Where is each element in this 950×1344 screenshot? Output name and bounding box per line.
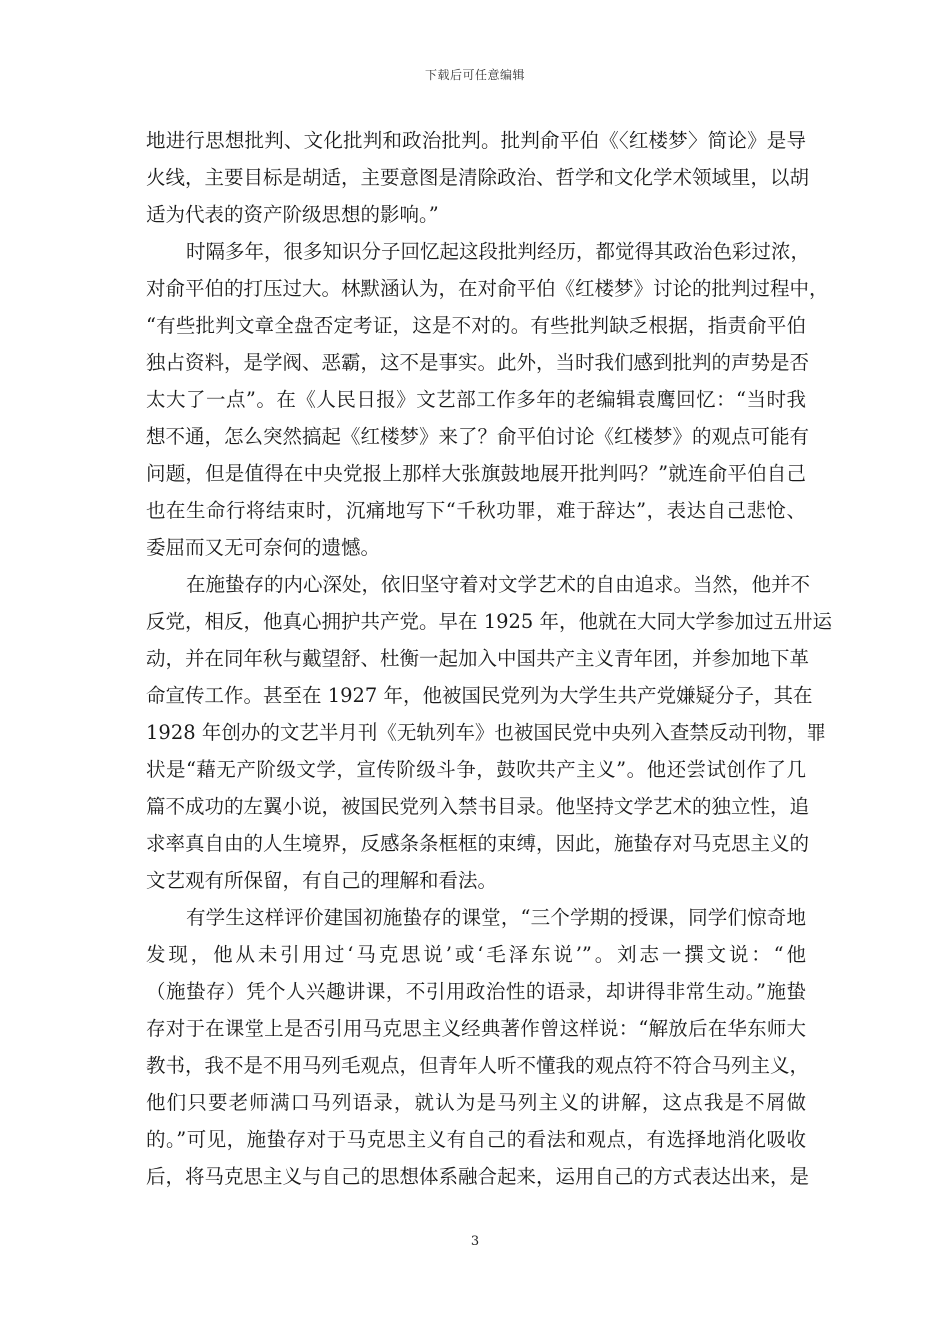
text-line: 求率真自由的人生境界，反感条条框框的束缚，因此，施蛰存对马克思主义的	[146, 832, 810, 855]
paragraph	[146, 233, 829, 566]
text-line: 委屈而又无可奈何的遗憾。	[146, 536, 381, 559]
page-header: 下载后可任意编辑	[424, 68, 525, 82]
text-line: 教书，我不是不用马列毛观点，但青年人听不懂我的观点符不符合马列主义，	[146, 1054, 810, 1077]
paragraph	[146, 566, 833, 899]
text-line: 发现，他从未引用过‘马克思说’或‘毛泽东说’”。刘志一撰文说：“他	[146, 943, 806, 966]
text-line: 1928 年创办的文艺半月刊《无轨列车》也被国民党中央列入查禁反动刊物，罪	[146, 721, 826, 744]
paragraph	[146, 122, 810, 233]
text-line: 适为代表的资产阶级思想的影响。”	[146, 203, 439, 226]
text-line: 反党，相反，他真心拥护共产党。早在 1925 年，他就在大同大学参加过五卅运	[146, 610, 833, 633]
text-line: （施蛰存）凭个人兴趣讲课，不引用政治性的语录，却讲得非常生动。”施蛰	[146, 980, 806, 1003]
text-line: 独占资料，是学阀、恶霸，这不是事实。此外，当时我们感到批判的声势是否	[146, 351, 810, 374]
document-body	[146, 122, 833, 1195]
text-line: 他们只要老师满口马列语录，就认为是马列主义的讲解，这点我是不屑做	[146, 1091, 806, 1114]
text-line: 对俞平伯的打压过大。林默涵认为，在对俞平伯《红楼梦》讨论的批判过程中，	[146, 277, 829, 300]
text-line: 有学生这样评价建国初施蛰存的课堂，“三个学期的授课，同学们惊奇地	[186, 906, 806, 929]
text-line: “有些批判文章全盘否定考证，这是不对的。有些批判缺乏根据，指责俞平伯	[146, 314, 806, 337]
text-line: 篇不成功的左翼小说，被国民党列入禁书目录。他坚持文学艺术的独立性，追	[146, 795, 810, 818]
text-line: 太大了一点”。在《人民日报》文艺部工作多年的老编辑袁鹰回忆：“当时我	[146, 388, 806, 411]
text-line: 状是“藉无产阶级文学，宣传阶级斗争，鼓吹共产主义”。他还尝试创作了几	[146, 758, 806, 781]
text-line: 问题，但是值得在中央党报上那样大张旗鼓地展开批判吗？”就连俞平伯自己	[146, 462, 806, 485]
paragraph	[146, 899, 810, 1195]
text-line: 存对于在课堂上是否引用马克思主义经典著作曾这样说：“解放后在华东师大	[146, 1017, 806, 1040]
text-line: 的。”可见，施蛰存对于马克思主义有自己的看法和观点，有选择地消化吸收	[146, 1128, 806, 1151]
text-line: 地进行思想批判、文化批判和政治批判。批判俞平伯《〈红楼梦〉简论》是导	[146, 129, 806, 152]
text-line: 在施蛰存的内心深处，依旧坚守着对文学艺术的自由追求。当然，他并不	[186, 573, 811, 596]
text-line: 文艺观有所保留，有自己的理解和看法。	[146, 869, 498, 892]
text-line: 后，将马克思主义与自己的思想体系融合起来，运用自己的方式表达出来，是	[146, 1165, 810, 1188]
text-line: 时隔多年，很多知识分子回忆起这段批判经历，都觉得其政治色彩过浓，	[186, 240, 811, 263]
text-line: 命宣传工作。甚至在 1927 年，他被国民党列为大学生共产党嫌疑分子，其在	[146, 684, 813, 707]
text-line: 想不通，怎么突然搞起《红楼梦》来了？俞平伯讨论《红楼梦》的观点可能有	[146, 425, 810, 448]
page-number: 3	[470, 1234, 480, 1249]
text-line: 也在生命行将结束时，沉痛地写下“千秋功罪，难于辞达”，表达自己悲怆、	[146, 499, 806, 522]
text-line: 火线，主要目标是胡适，主要意图是清除政治、哲学和文化学术领域里，以胡	[146, 166, 810, 189]
text-line: 动，并在同年秋与戴望舒、杜衡一起加入中国共产主义青年团，并参加地下革	[146, 647, 810, 670]
